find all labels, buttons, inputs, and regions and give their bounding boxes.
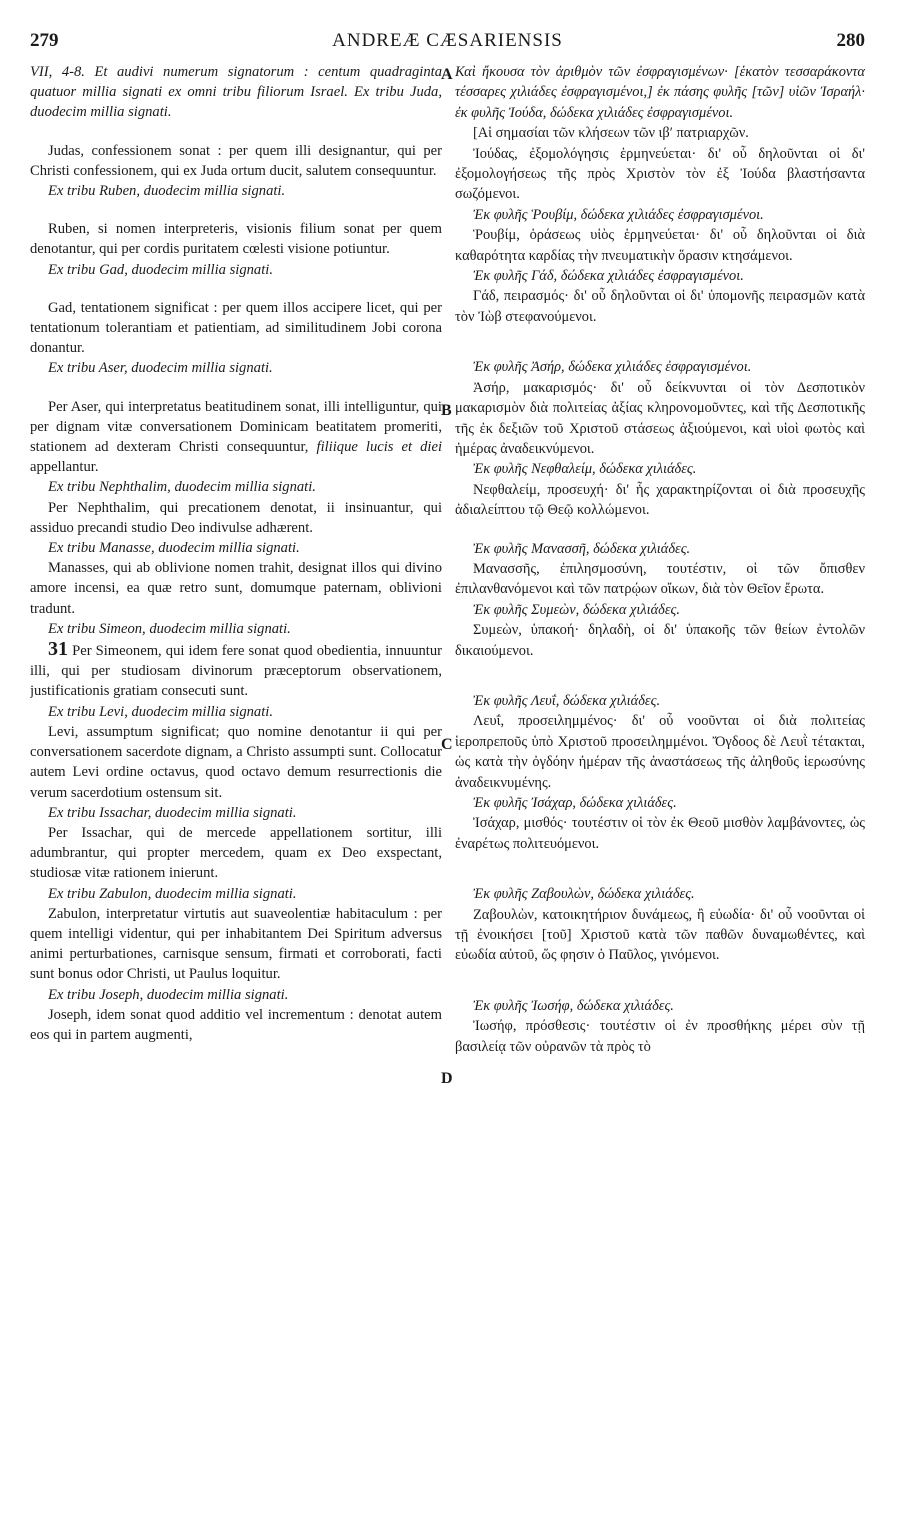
- commentary-paragraph: Zabulon, interpretatur virtutis aut suaveolentiæ habitaculum : per quem intelligi videntur, qui per inhabitantem Dei Spiritum adversus animi perturbationes, carnisque sensum, firmati et corroborati, facti sunt bonus odor Christi, ut Paulus loquitur.: [30, 905, 442, 983]
- margin-letter-a: A: [441, 66, 453, 83]
- tribe-heading: Ex tribu Levi, duodecim millia signati.: [48, 703, 273, 720]
- verse-heading: VII, 4-8. Et audivi numerum signatorum : centum quadraginta quatuor millia signati ex omni tribu filiorum Israel. Ex tribu Juda, duodecim millia signati.: [30, 64, 442, 121]
- commentary-paragraph: Συμεὼν, ὑπακοή· δηλαδὴ, οἱ δι' ὑπακοῆς τῶν θείων ἐντολῶν δικαιούμενοι.: [455, 622, 865, 659]
- running-head: ANDREÆ CÆSARIENSIS: [332, 30, 563, 51]
- section-title: [Αἱ σημασίαι τῶν κλήσεων τῶν ιβʹ πατριαρχῶν.: [473, 125, 749, 142]
- commentary-paragraph: Ἰούδας, ἐξομολόγησις ἑρμηνεύεται· δι' οὗ δηλοῦνται οἱ δι' ἐξομολογήσεως τῆς πρὸς Χριστὸν τὸν ἐξ Ἰούδα βλαστήσαντα σωζόμενοι.: [455, 145, 865, 203]
- tribe-heading: Ἐκ φυλῆς Συμεὼν, δώδεκα χιλιάδες.: [473, 601, 680, 618]
- page-header: [30, 30, 865, 66]
- commentary-paragraph: Ἰωσήφ, πρόσθεσις· τουτέστιν οἱ ἐν προσθήκης μέρει σὺν τῇ βασιλείᾳ τῶν οὐρανῶν τὰ πρὸς τὸ: [455, 1018, 865, 1055]
- section-number: 31: [48, 638, 68, 661]
- commentary-paragraph: Γάδ, πειρασμός· δι' οὗ δηλοῦνται οἱ δι' ὑπομονῆς πειρασμῶν κατὰ τὸν Ἰὼβ στεφανούμενοι.: [455, 288, 865, 325]
- greek-column: [455, 62, 865, 1532]
- commentary-paragraph: Ζαβουλὼν, κατοικητήριον δυνάμεως, ἢ εὐωδία· δι' οὗ νοοῦνται οἱ τῇ ἐνοικήσει [τοῦ] Χριστοῦ κατὰ τῶν παθῶν δυναμωθέντες, καὶ εὐωδία αὐτοῦ, ὥς φησιν ὁ Παῦλος, γινόμενοι.: [455, 906, 865, 964]
- commentary-paragraph: Manasses, qui ab oblivione nomen trahit, designat illos qui divino amore incensi, ea quæ retro sunt, domumque paternam, oblivioni tradunt.: [30, 560, 442, 617]
- tribe-heading: Ex tribu Ruben, duodecim millia signati.: [48, 183, 286, 200]
- tribe-heading: Ἐκ φυλῆς Ἀσήρ, δώδεκα χιλιάδες ἐσφραγισμένοι.: [473, 359, 752, 376]
- commentary-paragraph: Ἰσάχαρ, μισθός· τουτέστιν οἱ τὸν ἐκ Θεοῦ μισθὸν λαμβάνοντες, ὡς ἐναρέτως πολιτευόμενοι.: [455, 815, 865, 852]
- page-number-left: 279: [30, 30, 59, 51]
- tribe-heading: Ἐκ φυλῆς Ῥουβίμ, δώδεκα χιλιάδες ἐσφραγισμένοι.: [473, 206, 764, 223]
- commentary-paragraph: Ῥουβίμ, ὁράσεως υἱὸς ἑρμηνεύεται· δι' οὗ δηλοῦνται οἱ διὰ καθαρότητα καρδίας τὴν πνευματικὴν ὅρασιν κτησάμενοι.: [455, 227, 865, 264]
- commentary-paragraph: Per Issachar, qui de mercede appellationem sortitur, illi adumbrantur, qui propter mercedem, quam ex Deo exspectant, studiosæ vitæ rationem inierunt.: [30, 824, 442, 882]
- tribe-heading: Ex tribu Simeon, duodecim millia signati.: [48, 620, 291, 637]
- commentary-paragraph: [30, 639, 442, 702]
- text-run: Per Aser, qui interpretatus beatitudinem sonat, illi intelliguntur, qui per dignam vitæ conversationem Dominicam beatitatem promeriti, stationem ad dexteram Christi consequuntur,: [30, 398, 442, 456]
- commentary-paragraph: Gad, tentationem significat : per quem illos accipere licet, qui per tentationum tolerantiam et patientiam, ad similitudinem Jobi corona donantur.: [30, 299, 442, 357]
- margin-letter-d: D: [441, 1070, 453, 1087]
- tribe-heading: Ἐκ φυλῆς Ζαβουλὼν, δώδεκα χιλιάδες.: [473, 886, 695, 903]
- page-number-right: 280: [836, 30, 865, 51]
- commentary-paragraph: Judas, confessionem sonat : per quem illi designantur, qui per Christi confessionem, qui ex Juda ortum ducit, salutem consequuntur.: [30, 142, 442, 179]
- tribe-heading: Ex tribu Zabulon, duodecim millia signati.: [48, 885, 297, 902]
- margin-letter-c: C: [441, 736, 453, 753]
- tribe-heading: Ex tribu Joseph, duodecim millia signati.: [48, 986, 289, 1003]
- commentary-paragraph: Joseph, idem sonat quod additio vel incrementum : denotat autem eos qui in partem augmenti,: [30, 1006, 442, 1043]
- commentary-paragraph: Levi, assumptum significat; quo nomine denotantur ii qui per conversationem sacerdote dignam, a Christo assumpti sunt. Collocatur autem Levi ordine octavus, quod octavo demum resurrectionis die verum sacerdotium ostensum sit.: [30, 723, 442, 801]
- tribe-heading: Ἐκ φυλῆς Ἰωσήφ, δώδεκα χιλιάδες.: [473, 997, 674, 1014]
- commentary-paragraph: Λευΐ, προσειλημμένος· δι' οὗ νοοῦνται οἱ διὰ πολιτείας ἱεροπρεποῦς ὑπὸ Χριστοῦ προσειλημμένοι. Ὄγδοος δὲ Λευῒ τέτακται, ὡς κατὰ τὴν ὀγδόην ἡμέραν τῆς ἀναστάσεως τῆς ἀληθοῦς ἱερωσύνης ἀναδεικνυμένης.: [455, 713, 865, 791]
- commentary-paragraph: Per Nephthalim, qui precationem denotat, ii insinuantur, qui assiduo precandi studio Deo indivulse adhærent.: [30, 499, 442, 536]
- italic-phrase: filiique lucis et diei: [316, 439, 442, 456]
- tribe-heading: Ἐκ φυλῆς Ἰσάχαρ, δώδεκα χιλιάδες.: [473, 795, 677, 811]
- commentary-paragraph: Μανασσῆς, ἐπιλησμοσύνη, τουτέστιν, οἱ τῶν ὄπισθεν ἐπιλανθανόμενοι καὶ τῶν πατρῴων οἴκων, διὰ τὸν Θεῖον ἔρωτα.: [455, 560, 865, 598]
- tribe-heading: Ex tribu Gad, duodecim millia signati.: [48, 261, 273, 278]
- tribe-heading: Ex tribu Nephthalim, duodecim millia signati.: [48, 479, 316, 496]
- commentary-paragraph: [30, 397, 442, 478]
- tribe-heading: Ex tribu Manasse, duodecim millia signati.: [48, 540, 300, 557]
- margin-letter-b: B: [441, 402, 452, 419]
- tribe-heading: Ex tribu Aser, duodecim millia signati.: [48, 360, 273, 377]
- tribe-heading: Ἐκ φυλῆς Λευΐ, δώδεκα χιλιάδες.: [473, 692, 661, 709]
- tribe-heading: Ἐκ φυλῆς Νεφθαλείμ, δώδεκα χιλιάδες.: [473, 461, 697, 478]
- text-run: Per Simeonem, qui idem fere sonat quod obedientia, innuuntur illi, qui per studiosam divinorum præceptorum observationem, justificationis gratiam consecuti sunt.: [30, 643, 442, 700]
- commentary-paragraph: Νεφθαλείμ, προσευχή· δι' ἧς χαρακτηρίζονται οἱ διὰ προσευχῆς ἀδιαλείπτου τῷ Θεῷ κολλώμενοι.: [455, 481, 865, 519]
- tribe-heading: Ἐκ φυλῆς Γάδ, δώδεκα χιλιάδες ἐσφραγισμένοι.: [473, 268, 744, 285]
- commentary-paragraph: Ἀσήρ, μακαρισμός· δι' οὗ δείκνυνται οἱ τὸν Δεσποτικὸν μακαρισμὸν διὰ πολιτείας ἀξίας κληρονομοῦντες, καὶ τῆς Δεσποτικῆς τῆς ἐκ δεξιῶν τοῦ Χριστοῦ στάσεως ἀξιούμενοι, καὶ υἱοὶ φωτὸς καὶ ἡμέρας ἀναδεικνύμενοι.: [455, 379, 865, 457]
- verse-heading: Καὶ ἤκουσα τὸν ἀριθμὸν τῶν ἐσφραγισμένων· [ἑκατὸν τεσσαράκοντα τέσσαρες χιλιάδες ἐσφραγισμένοι,] ἐκ πάσης φυλῆς [τῶν] υἱῶν Ἰσραήλ· ἐκ φυλῆς Ἰούδα, δώδεκα χιλιάδες ἐσφραγισμένοι.: [455, 64, 865, 121]
- tribe-heading: Ἐκ φυλῆς Μανασσῆ, δώδεκα χιλιάδες.: [473, 540, 691, 557]
- tribe-heading: Ex tribu Issachar, duodecim millia signati.: [48, 804, 297, 821]
- text-run: appellantur.: [30, 459, 99, 476]
- latin-column: [30, 62, 442, 1532]
- commentary-paragraph: Ruben, si nomen interpreteris, visionis filium sonat per quem denotantur, qui per cordis puritatem cœlesti visione potiuntur.: [30, 221, 442, 258]
